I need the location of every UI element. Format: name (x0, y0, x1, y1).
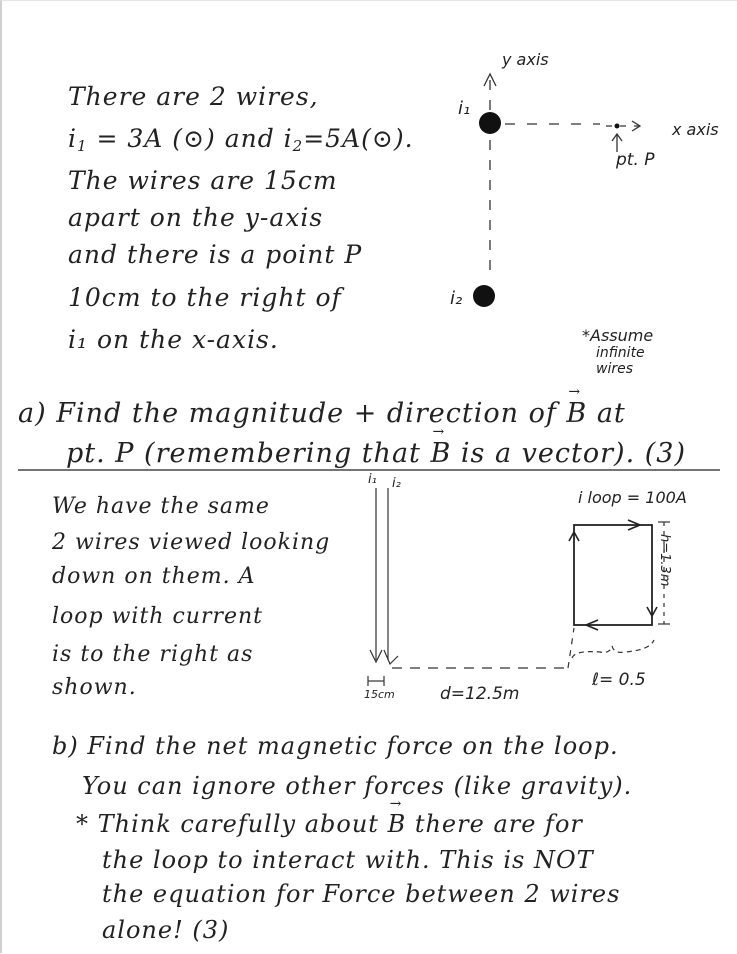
vector-b: → B (566, 398, 587, 429)
wire-i2-dot (473, 285, 495, 307)
i2-label: i₂ (450, 288, 463, 309)
out-of-page-symbol-icon: ⊙ (371, 124, 394, 153)
loop-line-4: loop with current (52, 604, 264, 629)
part-a-line-2: pt. P (remembering that → B is a vector). (3) (66, 438, 686, 469)
point-p-dot (615, 124, 620, 129)
y-axis-label: y axis (502, 50, 549, 69)
vector-b: → B (388, 810, 407, 838)
part-b-line-5: the equation for Force between 2 wires (102, 880, 621, 908)
iloop-label: i loop = 100A (578, 488, 687, 507)
current-loop (574, 525, 652, 625)
h-label: h=1.3m (657, 534, 672, 587)
d2-i2-label: i₂ (392, 476, 401, 491)
intro-line-5: and there is a point P (68, 240, 363, 269)
wire-i2-arrowhead (384, 650, 398, 664)
point-p-label: pt. P (616, 150, 655, 170)
loop-line-5: is to the right as (52, 642, 254, 667)
intro-line-6: 10cm to the right of (68, 283, 342, 312)
l-brace (572, 640, 654, 658)
assume-line-3: wires (596, 361, 634, 377)
loop-line-1: We have the same (52, 494, 270, 519)
part-b-line-3: * Think carefully about → B there are for (76, 810, 583, 838)
part-b-line-4: the loop to interact with. This is NOT (102, 846, 594, 874)
part-b-line-6: alone! (3) (102, 916, 230, 944)
part-a-line-1: a) Find the magnitude + direction of → B at (18, 398, 626, 429)
assume-line-2: infinite (596, 345, 645, 361)
wire-i1-dot (479, 112, 501, 134)
sep-label: 15cm (364, 688, 395, 701)
l-label: ℓ= 0.5 (592, 670, 646, 690)
intro-line-4: apart on the y-axis (68, 203, 324, 232)
loop-line-6: shown. (52, 675, 137, 700)
intro-line-7: i₁ on the x-axis. (68, 325, 279, 354)
part-b-line-1: b) Find the net magnetic force on the loop. (52, 732, 619, 760)
intro-line-2: $i_1 = 3A$ (⊙) and $i_2=5A(⊙)$. (68, 124, 414, 155)
part-b-line-2: You can ignore other forces (like gravity). (82, 772, 633, 800)
intro-line-3: The wires are 15cm (68, 166, 338, 195)
intro-line-1: There are 2 wires, (68, 82, 319, 111)
assume-line-1: *Assume (582, 326, 654, 345)
loop-line-2: 2 wires viewed looking (52, 530, 331, 555)
x-axis-label: x axis (672, 120, 719, 139)
d-label: d=12.5m (440, 684, 520, 704)
loop-line-3: down on them. A (52, 564, 256, 589)
out-of-page-symbol-icon: ⊙ (183, 124, 206, 153)
i1-label: i₁ (458, 98, 471, 119)
d2-i1-label: i₁ (368, 472, 377, 487)
vector-b: → B (430, 438, 451, 469)
